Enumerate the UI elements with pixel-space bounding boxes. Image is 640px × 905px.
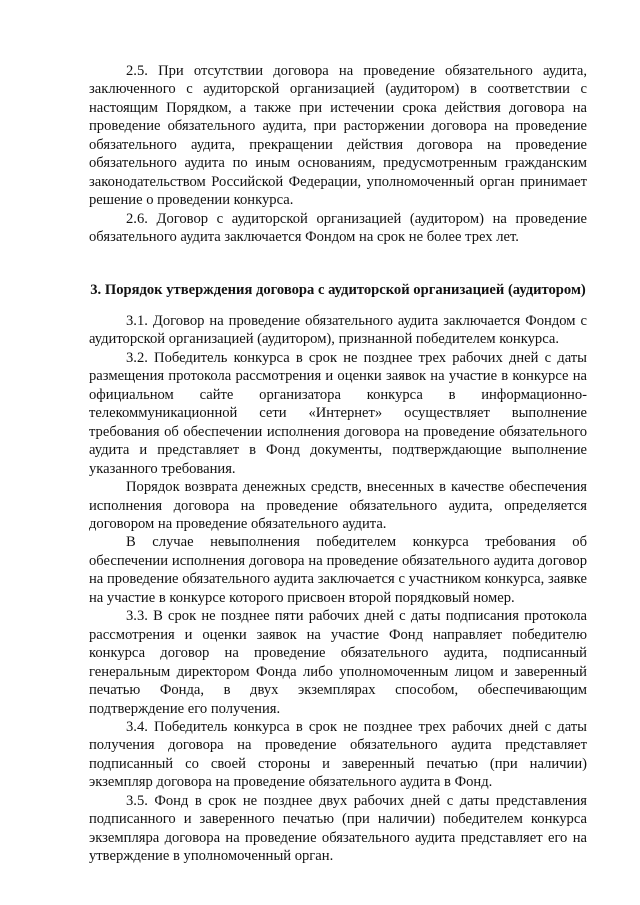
document-page	[89, 62, 587, 866]
paragraph-3-2: 3.2. Победитель конкурса в срок не позднее трех рабочих дней с даты размещения протокола рассмотрения и оценки заявок на участие в конкурсе на официальном сайте организатора конкурса в информационно-телекоммуникационной сети «Интернет» осуществляет выполнение требования об обеспечении исполнения договора на проведение обязательного аудита и представляет в Фонд документы, подтверждающие выполнение указанного требования.	[89, 349, 587, 477]
paragraph-3-4: 3.4. Победитель конкурса в срок не позднее трех рабочих дней с даты получения договора на проведение обязательного аудита представляет подписанный со своей стороны и заверенный печатью (при наличии) экземпляр договора на проведение обязательного аудита в Фонд.	[89, 718, 587, 791]
paragraph-3-1: 3.1. Договор на проведение обязательного аудита заключается Фондом с аудиторской организацией (аудитором), признанной победителем конкурса.	[89, 312, 587, 348]
paragraph-2-5: 2.5. При отсутствии договора на проведение обязательного аудита, заключенного с аудиторской организацией (аудитором) в соответствии с настоящим Порядком, а также при истечении срока действия договора на проведение обязательного аудита, при расторжении договора на проведение обязательного аудита, прекращении действия договора на проведение обязательного аудита по иным основаниям, предусмотренным гражданским законодательством Российской Федерации, уполномоченный орган принимает решение о проведении конкурса.	[89, 63, 587, 209]
section-heading: 3. Порядок утверждения договора с аудиторской организацией (аудитором)	[90, 281, 586, 298]
paragraph-3-3: 3.3. В срок не позднее пяти рабочих дней с даты подписания протокола рассмотрения и оценки заявок на участие Фонд направляет победителю конкурса договор на проведение обязательного аудита, подписанный генеральным директором Фонда либо уполномоченным лицом и заверенный печатью Фонда, в двух экземплярах способом, обеспечивающим подтверждение его получения.	[89, 608, 587, 717]
paragraph-3-2-refund: Порядок возврата денежных средств, внесенных в качестве обеспечения исполнения договора на проведение обязательного аудита, определяется договором на проведение обязательного аудита.	[89, 479, 587, 532]
paragraph-3-5: 3.5. Фонд в срок не позднее двух рабочих дней с даты представления подписанного и заверенного печатью (при наличии) победителем конкурса экземпляра договора на проведение обязательного аудита представляет его на утверждение в уполномоченный орган.	[89, 792, 587, 865]
paragraph-2-6: 2.6. Договор с аудиторской организацией (аудитором) на проведение обязательного аудита заключается Фондом на срок не более трех лет.	[89, 210, 587, 246]
paragraph-3-2-failure: В случае невыполнения победителем конкурса требования об обеспечении исполнения договора на проведение обязательного аудита договор на проведение обязательного аудита заключается с участником конкурса, заявке на участие в конкурсе которого присвоен второй порядковый номер.	[89, 534, 587, 606]
